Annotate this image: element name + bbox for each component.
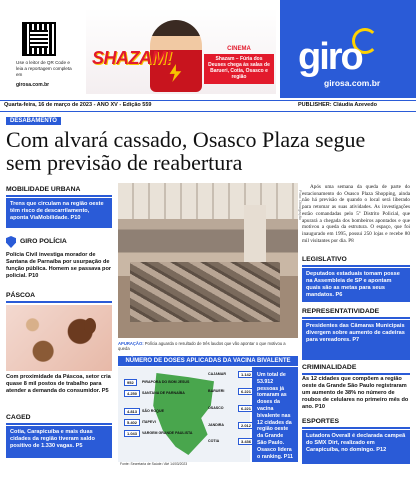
vaccine-city-value: 6.221 xyxy=(238,405,254,412)
story-policia[interactable]: Polícia Civil investiga morador de Santana de Parnaíba por usurpação de função pública. Homem se passava por policial. P10 xyxy=(6,252,112,279)
vaccine-city-name: SANTANA DE PARNAÍBA xyxy=(142,391,185,395)
photo-debris-detail xyxy=(130,262,280,322)
vaccine-city-value: 5.402 xyxy=(124,419,140,426)
vaccine-city-value: 2.012 xyxy=(238,422,254,429)
vaccine-city-name: PIRAPORA DO BOM JESUS xyxy=(142,380,190,384)
story-mobilidade[interactable]: Trens que circulam na região oeste têm risco de descarrilamento, aponta ViaMobilidade. P10 xyxy=(6,198,112,228)
section-divider xyxy=(6,301,112,303)
section-divider xyxy=(302,265,410,267)
vaccine-summary[interactable]: Um total de 53.912 pessoas já tomaram as doses da vacina bivalente nas 12 cidades da região oeste da Grande São Paulo. Osasco lidera o ranking. P11 xyxy=(252,367,298,462)
vaccine-city-name: JANDIRA xyxy=(208,423,224,427)
vaccine-city-value: 1.142 xyxy=(238,371,254,378)
site-url[interactable]: girosa.com.br xyxy=(324,78,381,88)
edition-date: Quarta-feira, 16 de março de 2023 - ANO XV - Edição 559 xyxy=(4,102,152,108)
vaccine-infographic-title: NÚMERO DE DOSES APLICADAS DA VACINA BIVALENTE xyxy=(118,356,298,366)
section-title-caged: CAGED xyxy=(6,414,31,421)
story-legislativo[interactable]: Deputados estaduais tomam posse na Assembleia de SP e apontam quais são as metas para seus mandatos. P6 xyxy=(302,268,410,302)
section-title-representatividade: REPRESENTATIVIDADE xyxy=(302,308,380,315)
vaccine-city-value: 4.250 xyxy=(124,390,140,397)
article-body: Após uma semana da queda de parte do estacionamento do Osasco Plaza Shopping, ainda não há previsão de quando o local será liberado para retomar as suas atividades. As investigações estão comandadas pelo 5º Distrito Policial, que apurará a chegada dos bombeiros apontados e que motivou a queda da estrutura. O espaço, que foi inaugurado em 1995, possui 250 lojas e recebe 80 mil visitantes por dia. P8 xyxy=(302,184,410,244)
vaccine-city-name: ITAPEVI xyxy=(142,420,156,424)
qr-code[interactable] xyxy=(22,22,56,56)
photo-caption xyxy=(118,341,298,351)
vaccine-city-name: OSASCO xyxy=(208,406,224,410)
section-divider xyxy=(302,317,410,319)
ad-movie-title: SHAZAM! xyxy=(92,48,172,68)
qr-site-link[interactable]: girosa.com.br xyxy=(16,82,50,88)
section-title-criminalidade: CRIMINALIDADE xyxy=(302,364,357,371)
caption-text: Polícia aguarda o resultado de três laudos que vão apontar o que motivou a queda xyxy=(118,341,286,351)
qr-instructions: Use o leitor de QR Code e leia a reportagem completa em xyxy=(16,60,72,77)
section-title-esportes: ESPORTES xyxy=(302,418,340,425)
section-title-pascoa: PÁSCOA xyxy=(6,292,36,299)
story-pascoa[interactable]: Com proximidade da Páscoa, setor cria quase 8 mil postos de trabalho para atender a demanda do consumidor. P5 xyxy=(6,374,111,394)
chocolate-egg-icon xyxy=(84,318,96,334)
section-divider xyxy=(302,427,410,429)
vaccine-city-value: 6.221 xyxy=(238,388,254,395)
section-divider xyxy=(6,423,112,425)
vaccine-city-name: VARGEM GRANDE PAULISTA xyxy=(142,431,193,435)
photo-credit: Foto: Divulgação xyxy=(298,190,303,221)
section-kicker: DESABAMENTO xyxy=(6,117,61,125)
vaccine-city-value: 4.813 xyxy=(124,408,140,415)
vaccine-city-name: COTIA xyxy=(208,439,220,443)
ad-cinema-text: Shazam – Fúria dos Deuses chega às salas de Barueri, Cotia, Osasco e região xyxy=(204,54,274,84)
section-title-mobilidade: MOBILIDADE URBANA xyxy=(6,186,81,193)
vaccine-city-name: CAJAMAR xyxy=(208,372,226,376)
section-title-legislativo: LEGISLATIVO xyxy=(302,256,347,263)
vaccine-city-value: 3.436 xyxy=(238,438,254,445)
caption-label: APURAÇÃO: xyxy=(118,341,144,346)
section-divider xyxy=(6,195,112,197)
story-criminalidade[interactable]: As 12 cidades que compõem a região oeste da Grande São Paulo registraram um aumento de 38% no número de roubos de celulares no primeiro mês do ano. P10 xyxy=(302,376,409,410)
section-divider xyxy=(302,373,410,375)
publisher-credit: PUBLISHER: Cláudia Azevedo xyxy=(298,102,377,108)
vaccine-city-name: BARUERI xyxy=(208,389,225,393)
vaccine-city-value: 952 xyxy=(124,379,137,386)
ad-cinema-title: CINEMA xyxy=(227,46,251,52)
shield-icon xyxy=(6,236,16,248)
story-representatividade[interactable]: Presidentes das Câmaras Municipais divergem sobre aumento de cadeiras para vereadores. P7 xyxy=(302,320,410,360)
story-esportes[interactable]: Lutadora Overall é declarada campeã do SMX Dirt, realizado em Carapicuíba, no domingo. P12 xyxy=(302,430,410,464)
main-headline[interactable]: Com alvará cassado, Osasco Plaza segue sem previsão de reabertura xyxy=(6,127,366,175)
section-title-policia: GIRO POLÍCIA xyxy=(20,238,67,245)
story-caged[interactable]: Cotia, Carapicuíba e mais duas cidades da região tiveram saldo positivo de 1.330 vagas. P5 xyxy=(6,426,112,458)
site-logo[interactable]: giro xyxy=(298,36,362,78)
vaccine-city-name: SÃO ROQUE xyxy=(142,409,164,413)
vaccine-city-value: 1.043 xyxy=(124,430,140,437)
vaccine-footnote: Fonte: Secretaria de Saúde / Até 14/03/2023 xyxy=(120,462,188,466)
photo-ceiling-detail xyxy=(118,183,298,219)
easter-chocolate-image xyxy=(6,305,112,371)
